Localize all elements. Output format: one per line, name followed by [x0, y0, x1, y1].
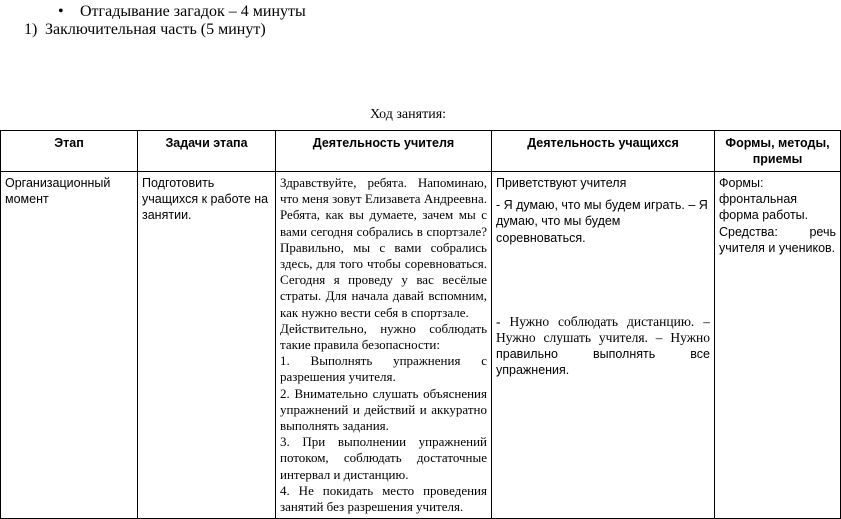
teacher-rule-4: 4. Не покидать место проведения занятий без разрешения учителя. — [280, 482, 487, 515]
forms-label: Формы: — [719, 176, 764, 190]
lesson-title: Ход занятия: — [369, 107, 447, 122]
header-tasks: Задачи этапа — [138, 131, 276, 172]
student-rules-serif: - Нужно соблюдать дистанцию. – Нужно слушать учителя. – Нужно — [496, 313, 710, 346]
cell-forms-methods — [715, 172, 841, 519]
table-row — [1, 172, 841, 519]
teacher-rule-3: 3. При выполнении упражнений потоком, соблюдать достаточные интервал и дистанцию. — [280, 434, 487, 482]
cell-tasks: Подготовить учащихся к работе на занятии. — [138, 172, 276, 519]
teacher-intro: Здравствуйте, ребята. Напоминаю, что меня зовут Елизавета Андреевна. Ребята, как вы думаете, зачем мы с вами сегодня собрались в спортзале? Правильно, мы с вами собрались здесь, для того чтобы соревноваться. Сегодня я проведу у вас весёлые страты. Для начала давай вспомним, как нужно вести себя в спортзале. — [280, 175, 487, 320]
means-text: Средства: речь учителя и учеников. — [719, 224, 836, 255]
lesson-plan-table — [0, 130, 841, 519]
header-teacher-activity: Деятельность учителя — [276, 131, 492, 172]
bullet-list-item — [58, 2, 306, 22]
student-rules — [496, 314, 710, 379]
header-student-activity: Деятельность учащихся — [492, 131, 715, 172]
header-stage: Этап — [1, 131, 138, 172]
teacher-rules-intro: Действительно, нужно соблюдать такие правила безопасности: — [280, 320, 487, 353]
numbered-item-text: Заключительная часть (5 минут) — [45, 21, 266, 38]
student-answer: - Я думаю, что мы будем играть. – Я думаю, что мы будем соревноваться. — [496, 198, 708, 245]
bullet-icon: • — [58, 3, 64, 20]
forms-value: фронтальная форма работы. — [719, 192, 809, 223]
table-header-row — [1, 131, 841, 172]
teacher-rule-1: 1. Выполнять упражнения с разрешения учителя. — [280, 353, 487, 385]
list-number: 1) — [24, 21, 38, 38]
numbered-list-item — [24, 20, 266, 40]
header-forms-methods: Формы, методы, приемы — [715, 131, 841, 172]
teacher-rule-2: 2. Внимательно слушать объяснения упражнений и действий и аккуратно выполнять задания. — [280, 385, 487, 434]
cell-stage: Организационный момент — [1, 172, 138, 519]
student-greet: Приветствуют учителя — [496, 176, 627, 190]
bullet-item-text: Отгадывание загадок – 4 минуты — [80, 3, 306, 20]
student-rules-sans: правильно выполнять все упражнения. — [496, 347, 710, 378]
cell-teacher-activity — [276, 172, 492, 519]
cell-student-activity — [492, 172, 715, 519]
